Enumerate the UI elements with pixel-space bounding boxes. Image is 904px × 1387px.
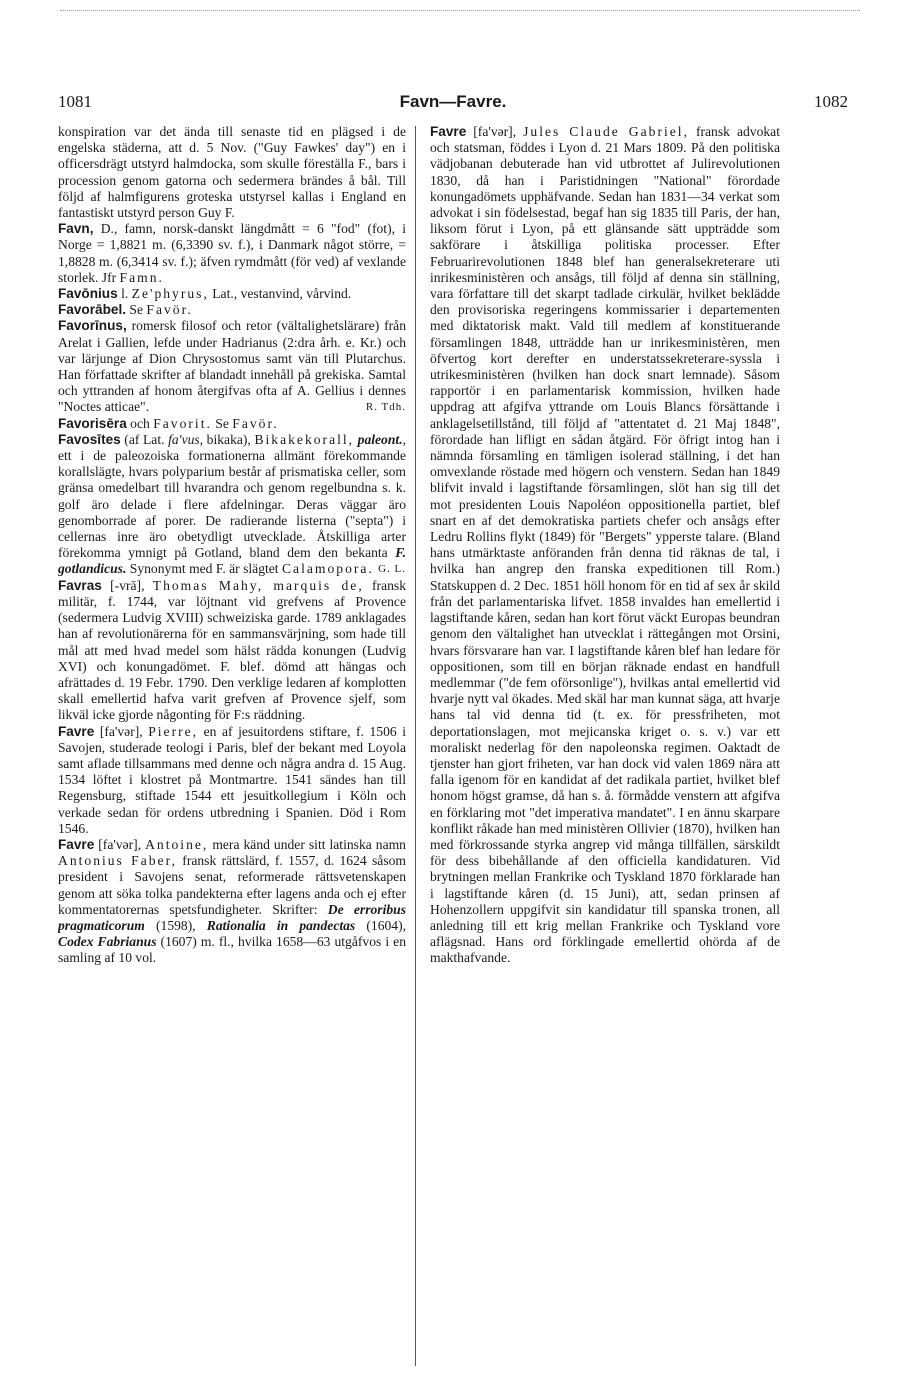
headword: Favorīnus, bbox=[58, 318, 127, 334]
entry-favorabel: Favorābel. Se Favör. bbox=[58, 302, 193, 318]
author-signature: G. L. bbox=[378, 563, 406, 576]
cross-reference: Famn. bbox=[119, 269, 164, 285]
entry-favn: Favn, D., famn, norsk-danskt längdmått = 6 "fod" (fot), i Norge = 1,8821 m. (6,3390 sv. f.), i Danmark något större, = 1,8828 m. (6,3414 sv. f.); äfven rymdmått (för ved) af vexlande storlek. Jfr Famn. bbox=[58, 221, 406, 285]
entry-favras: Favras [-vrā], Thomas Mahy, marquis de, fransk militär, f. 1744, var löjtnant vid grefvens af Provence (sedermera Ludvig XVIII) schweiziska garde. 1789 anklagades han af revolutionärerna för en sammansvärjning, som hade till mål att med hvad medel som hälst rädda konungen (Ludvig XVI) och konungadömet. F. blef. dömd att hängas och afrättades d. 19 Febr. 1790. Den verklige ledaren af komplotten skall emellertid hafva varit grefven af Provence sjelf, som likväl icke gjorde någonting för F:s räddning. bbox=[58, 577, 406, 723]
entry-continuation: konspiration var det ända till senaste tid en plägsed i de engelska städerna, att d. 5 Nov. ("Guy Fawkes' day") en i officersdrägt utstyrd halmdocka, som skulle föreställa F., bars i procession genom gatorna och sedermera brändes å bål. Till följd af halmfigurens groteska utstyrsel kallas i England en fantastiskt utstyrd person Guy F. bbox=[58, 124, 406, 221]
right-column bbox=[430, 124, 780, 1374]
cross-reference: Favör. bbox=[232, 415, 279, 431]
entry-favre-antoine: Favre [fa'vər], Antoine, mera känd under sitt latinska namn Antonius Faber, fransk rättslärd, f. 1557, d. 1624 såsom president i Savojens senat, reformerade rättsvetenskapen genom att söka tolka pandekterna efter lagens anda och ej efter kommentatorernas spetsfundigheter. Skrifter: De erroribus pragmaticorum (1598), Rationalia in pandectas (1604), Codex Fabrianus (1607) m. fl., hvilka 1658—63 utgåfvos i en samling af 10 vol. bbox=[58, 836, 406, 966]
headword: Favre bbox=[58, 723, 95, 739]
entry-favorinus: Favorīnus, romersk filosof och retor (vältalighetslärare) från Arelat i Gallien, lefde under Hadrianus (2:dra årh. e. Kr.) och var lärjunge af Dion Chrysostomus samt vän till Plutarchus. Han författade skrifter af blandadt innehåll på grekiska. Samtal och yttranden af honom återgifvas ofta af A. Gellius i dennes "Noctes atticae". R. Tdh. bbox=[58, 318, 406, 415]
entry-favosites: Favosītes (af Lat. fa'vus, bikaka), Bikakekorall, paleont., ett i de paleozoiska formationerna allmänt förekommande korallslägte, hvars polyparium består af prismatiska celler, som gränsa omedelbart till hvarandra och genom regelbundna s. k. golf äro delade i flere afdelningar. Deras väggar äro genomborrade af porer. De radierande listerna ("septa") i cellernas inre äro obetydligt utvecklade. Åtskilliga arter förekomma ymnigt på Gotland, bland dem den bekanta F. gotlandicus. Synonymt med F. är slägtet Calamopora. G. L. bbox=[58, 431, 406, 577]
page-number-left: 1081 bbox=[58, 92, 92, 111]
cross-reference: Favör. bbox=[146, 302, 193, 318]
column-divider bbox=[415, 126, 416, 1366]
author-signature: R. Tdh. bbox=[365, 401, 406, 414]
cross-reference: Favorit. bbox=[153, 415, 212, 431]
headword: Favre bbox=[58, 836, 95, 852]
entry-favonius: Favōnius l. Ze'phyrus, Lat., vestanvind, vårvind. bbox=[58, 286, 352, 302]
page-header bbox=[58, 92, 848, 116]
page-number-right: 1082 bbox=[814, 92, 848, 111]
headword: Favre bbox=[430, 124, 467, 139]
headword: Favosītes bbox=[58, 431, 121, 447]
top-rule bbox=[60, 10, 860, 11]
running-title: Favn—Favre. bbox=[399, 92, 507, 111]
headword: Favōnius bbox=[58, 286, 118, 302]
headword: Favorābel. bbox=[58, 302, 126, 318]
headword: Favorisēra bbox=[58, 415, 127, 431]
entry-favre-pierre: Favre [fa'vər], Pierre, en af jesuitordens stiftare, f. 1506 i Savojen, studerade teologi i Paris, blef der bekant med Loyola samt aflade tillsammans med denne och några andra d. 15 Aug. 1534 löftet i klostret på Montmartre. 1541 sändes han till Regensburg, stiftade 1544 ett jesuitkollegium i Köln och verkade sedan för ordens utbredning i Spanien. Död i Rom 1546. bbox=[58, 723, 406, 836]
entry-favre-jules: Favre [fa'vər], Jules Claude Gabriel, fransk advokat och statsman, föddes i Lyon d. 21 Mars 1809. På den politiska vädjobanan debuterade han vid utbrottet af Julirevolutionen 1830, då han i Paristidningen "National" förordade konungadömets upphäfvande. Sedan han 1831—34 verkat som advokat i sin födelsestad, begaf han sig 1835 till Paris, der han, liksom förut i Lyon, på ett glänsande sätt uppträdde som sakförare i åtskilliga politiska processer. Efter Februarirevolutionen 1848 blef han generalsekreterare uti inrikesministèren och ansågs, till följd af denna sin ställning, vara författare till det skarpt tadlade cirkulär, hvilket beklädde den provisoriska regeringens kommissarier i departementen med diktatorisk makt. Vald till medlem af konstituerande församlingen 1848, utträdde han ur inrikesministèren, men öfvertog kort derefter en understatssekreterare-syssla i utrikesministèren (hvilken han dock snart lemnade). Såsom rapportör i en parlamentarisk kommission, hvilken hade uppdrag att afgifva yttrande om Louis Blancs försättande i anklagelsetillstånd, till följd af "attentatet d. 21 Maj 1848", förordade han lifligt en sådan åtgärd. För öfrigt intog han i nämnda församling en tämligen isolerad ställning, i det han omvexlande röstade med högern och venstern. Sedan han 1849 blifvit invald i lagstiftande församlingen, slöt han sig till det mot presidenten Louis Napoléon oppositionella partiet, blef snart en af det demokratiska partiets chefer och ansågs efter Ledru Rollins flykt (1849) för "Bergets" ypperste talare. (Bland hans utmärktaste anföranden från denna tid räknas de tal, i hvilka han angrep den franska expeditionen till Rom.) Statskuppen d. 2 Dec. 1851 höll honom för en tid af sex år skild från det parlamentariska lifvet. 1858 invaldes han emellertid i lagstiftande kåren, sedan han kort förut väckt Europas beundran genom den vältalighet han utvecklat i rättegången mot Orsini, hvars försvarare han var. I lagstiftande kåren blef han ledare för oppositionen, som till en början räknade endast en handfull medlemmar ("de fem oförsonlige"), hvilkas antal emellertid vid hvarje nytt val ökades. Med skäl har man kunnat säga, att hvarje hans tal vid denna tid (t. ex. för pressfriheten, mot deportationslagen, mot mejicanska kriget o. s. v.) var ett moraliskt nederlag för den napoleonska regimen. Oaktadt de tjenster han gjort friheten, var han dock vid valen 1869 nära att falla igenom för en kandidat af det radikala partiet, hvilket blef honom högst gramse, då han s. å. förmådde venstern att afgifva en förklaring mot "det imperativa mandatet". I en ännu skarpare konflikt råkade han med ministèren Ollivier (1870), hvilken han med förkrossande styrka angrep vid många tillfällen, särskildt för dess bibehållande af den officiella kandidaturen. Vid brytningen mellan Frankrike och Tyskland 1870 förklarade han i lagstiftande kåren (d. 15 Juni), att, sedan prinsen af Hohenzollern uppgifvit sin kandidatur till spanska tronen, all anledning till ett krig mellan Frankrike och Tyskland vore aflägsnad. Hans ord förklingade emellertid ohörda af de makthafvande. bbox=[430, 124, 780, 966]
headword: Favras bbox=[58, 577, 102, 593]
left-column bbox=[58, 124, 406, 1374]
entry-favorisera: Favorisēra och Favorit. Se Favör. bbox=[58, 415, 279, 431]
headword: Favn, bbox=[58, 221, 94, 237]
